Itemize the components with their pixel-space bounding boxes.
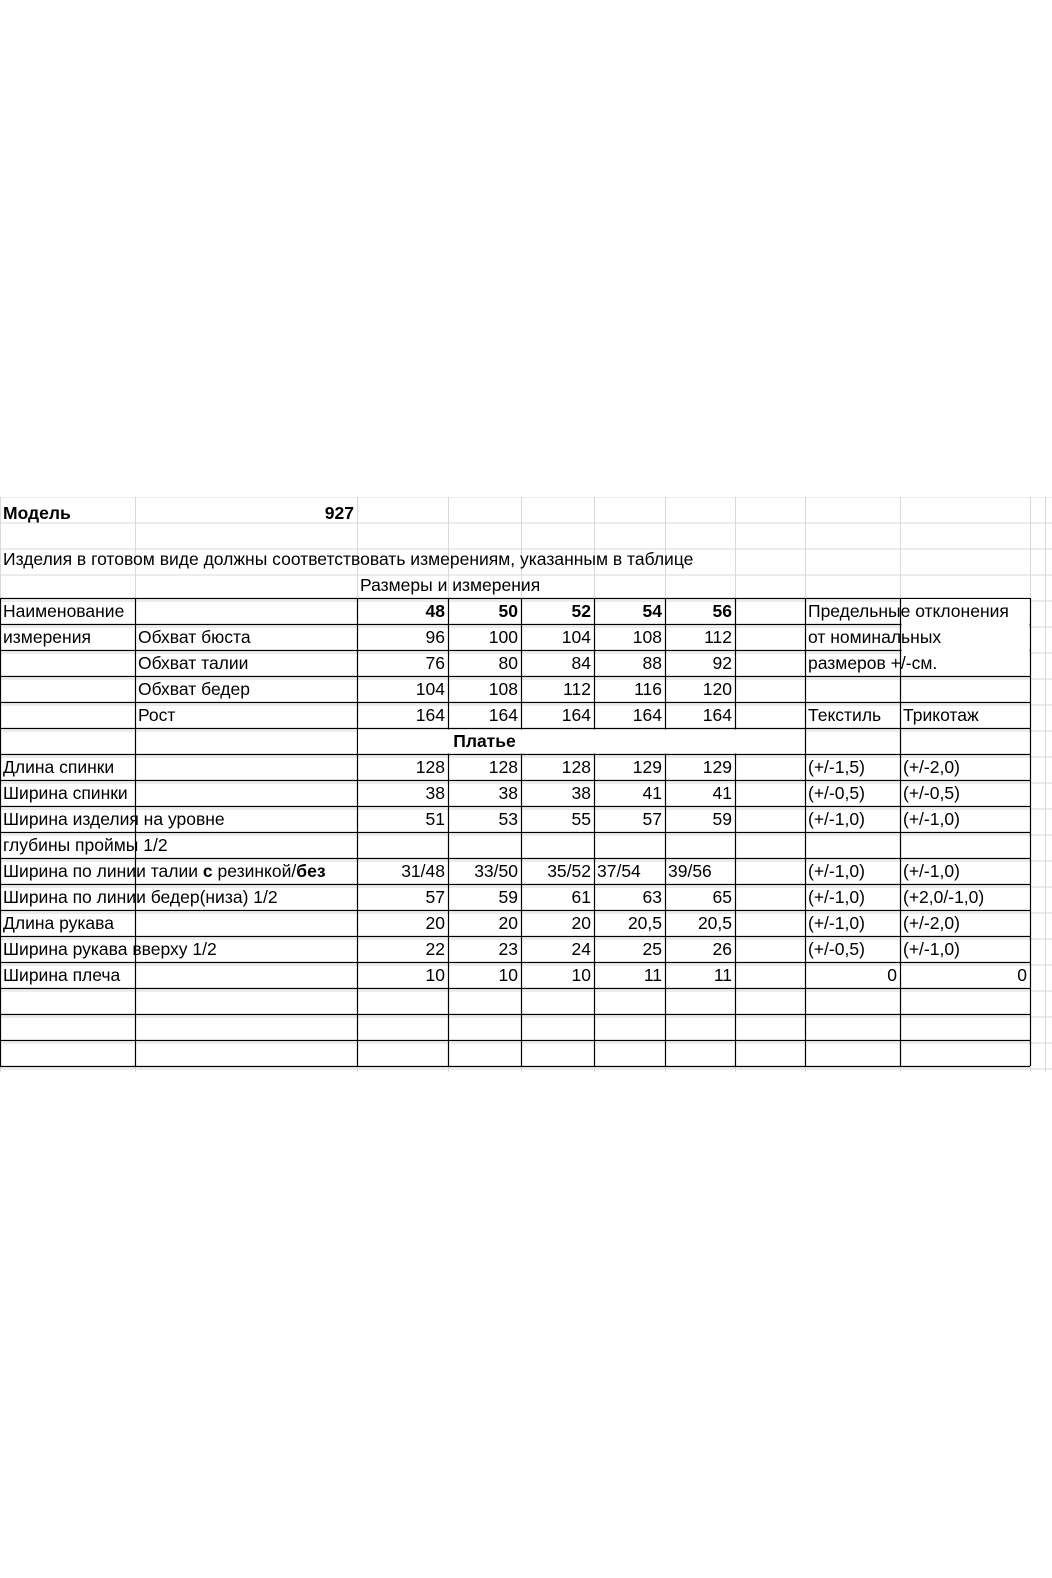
measurement-value: 112 [704,627,732,647]
measurement-value: 108 [632,627,662,647]
size-header: 50 [498,601,518,621]
tolerance-textile: (+/-1,0) [808,809,865,829]
product-row-value: 53 [498,809,518,829]
measurement-value: 116 [634,679,662,699]
product-row-label [0,858,357,884]
measurement-sheet [0,497,1052,1072]
tolerance-header-line-2: от номинальных [808,627,942,647]
measurement-value: 76 [425,653,445,673]
tolerance-textile: (+/-1,5) [808,757,865,777]
size-header: 56 [712,601,732,621]
tolerance-knit: (+/-2,0) [903,757,960,777]
product-row-value: 24 [571,939,591,959]
size-header: 54 [642,601,662,621]
product-row-value: 59 [712,809,732,829]
product-row-value [357,832,448,858]
label-part: Ширина по линии талии [3,861,203,881]
tolerance-knit: 0 [1017,965,1027,985]
tolerance-textile: (+/-0,5) [808,783,865,803]
product-row-value: 23 [498,939,518,959]
product-row-value [594,832,665,858]
product-row-value: 38 [498,783,518,803]
product-row-label: Ширина спинки [3,783,128,803]
product-row-label: Длина спинки [3,757,115,777]
product-row-value: 20 [498,913,518,933]
tolerance-textile: (+/-1,0) [808,887,865,907]
product-row-value: 41 [712,783,732,803]
tolerance-textile: (+/-0,5) [808,939,865,959]
product-row-label: Длина рукава [3,913,114,933]
product-row-value: 55 [571,809,591,829]
product-row-value: 20,5 [697,913,732,933]
product-row-value: 37/54 [597,861,641,881]
product-row-label: Ширина по линии бедер(низа) 1/2 [3,887,278,907]
product-row-value: 129 [702,757,732,777]
product-title: Платье [453,731,516,751]
measurement-value: 108 [488,679,518,699]
product-row-value: 41 [642,783,662,803]
tolerance-textile: 0 [887,965,897,985]
tolerance-knit-header: Трикотаж [903,705,979,725]
label-part: с [202,861,213,881]
product-row-value: 61 [571,887,591,907]
tolerance-header-line-3: размеров +/-см. [808,653,938,673]
name-header-line-1: Наименование [3,601,125,621]
product-row-value: 25 [642,939,662,959]
measurement-label: Обхват бедер [138,679,250,699]
merged-cell-mask [358,730,804,754]
name-header-line-2: измерения [3,627,91,647]
label-part: без [296,861,326,881]
product-row-value: 63 [642,887,662,907]
tolerance-knit: (+/-1,0) [903,939,960,959]
product-row-value: 39/56 [668,861,712,881]
product-row-value: 31/48 [401,861,445,881]
model-label: Модель [3,503,71,523]
measurement-value: 164 [561,705,591,725]
product-row-value: 10 [498,965,518,985]
product-row-value: 38 [571,783,591,803]
product-row-value: 59 [498,887,518,907]
tolerance-textile: (+/-1,0) [808,861,865,881]
product-row-value: 57 [425,887,445,907]
tolerance-textile: (+/-1,0) [808,913,865,933]
measurement-value: 164 [415,705,445,725]
measurement-value: 84 [571,653,591,673]
group-header: Размеры и измерения [360,575,541,595]
product-row-value: 11 [643,965,662,985]
product-row-value: 128 [561,757,591,777]
measurement-value: 164 [702,705,732,725]
product-row-value: 20,5 [627,913,662,933]
product-row-value [521,832,594,858]
tolerance-knit: (+/-1,0) [903,809,960,829]
measurement-label: Обхват талии [138,653,249,673]
product-row-label: глубины проймы 1/2 [3,835,168,855]
product-row-value: 10 [425,965,445,985]
measurement-value: 80 [498,653,518,673]
tolerance-textile [805,832,900,858]
size-header: 48 [425,601,445,621]
product-row-value: 33/50 [474,861,518,881]
model-number: 927 [324,503,354,523]
tolerance-textile-header: Текстиль [808,705,882,725]
tolerance-knit: (+/-2,0) [903,913,960,933]
product-row-value: 129 [632,757,662,777]
tolerance-knit: (+/-1,0) [903,861,960,881]
product-row-value: 128 [415,757,445,777]
measurement-value: 88 [642,653,662,673]
tolerance-knit [900,832,1030,858]
product-row-value: 57 [642,809,662,829]
product-row-value: 128 [488,757,518,777]
product-row-value: 38 [425,783,445,803]
product-row-label: Ширина рукава вверху 1/2 [3,939,217,959]
label-part: резинкой/ [212,861,297,881]
measurement-label: Рост [138,705,176,725]
measurement-label: Обхват бюста [138,627,251,647]
product-row-label: Ширина изделия на уровне [3,809,225,829]
product-row-value: 11 [713,965,732,985]
product-row-label: Ширина плеча [3,965,121,985]
tolerance-header-line-1: Предельные отклонения [808,601,1009,621]
product-row-value: 20 [425,913,445,933]
note-text: Изделия в готовом виде должны соответствовать измерениям, указанным в таблице [3,549,694,569]
measurement-value: 112 [563,679,591,699]
product-row-value: 26 [712,939,732,959]
measurement-value: 104 [415,679,445,699]
product-row-value: 35/52 [547,861,591,881]
tolerance-knit: (+2,0/-1,0) [903,887,985,907]
product-row-value: 20 [571,913,591,933]
measurement-value: 104 [561,627,591,647]
measurement-value: 164 [488,705,518,725]
measurement-value: 164 [632,705,662,725]
tolerance-knit: (+/-0,5) [903,783,960,803]
product-row-value [665,832,735,858]
measurement-value: 92 [712,653,732,673]
measurement-value: 100 [488,627,518,647]
product-row-value: 51 [425,809,445,829]
size-header: 52 [571,601,591,621]
product-row-value: 65 [712,887,732,907]
product-row-value [448,832,521,858]
measurement-value: 96 [425,627,445,647]
product-row-value: 22 [425,939,445,959]
product-row-value: 10 [571,965,591,985]
measurement-value: 120 [702,679,732,699]
